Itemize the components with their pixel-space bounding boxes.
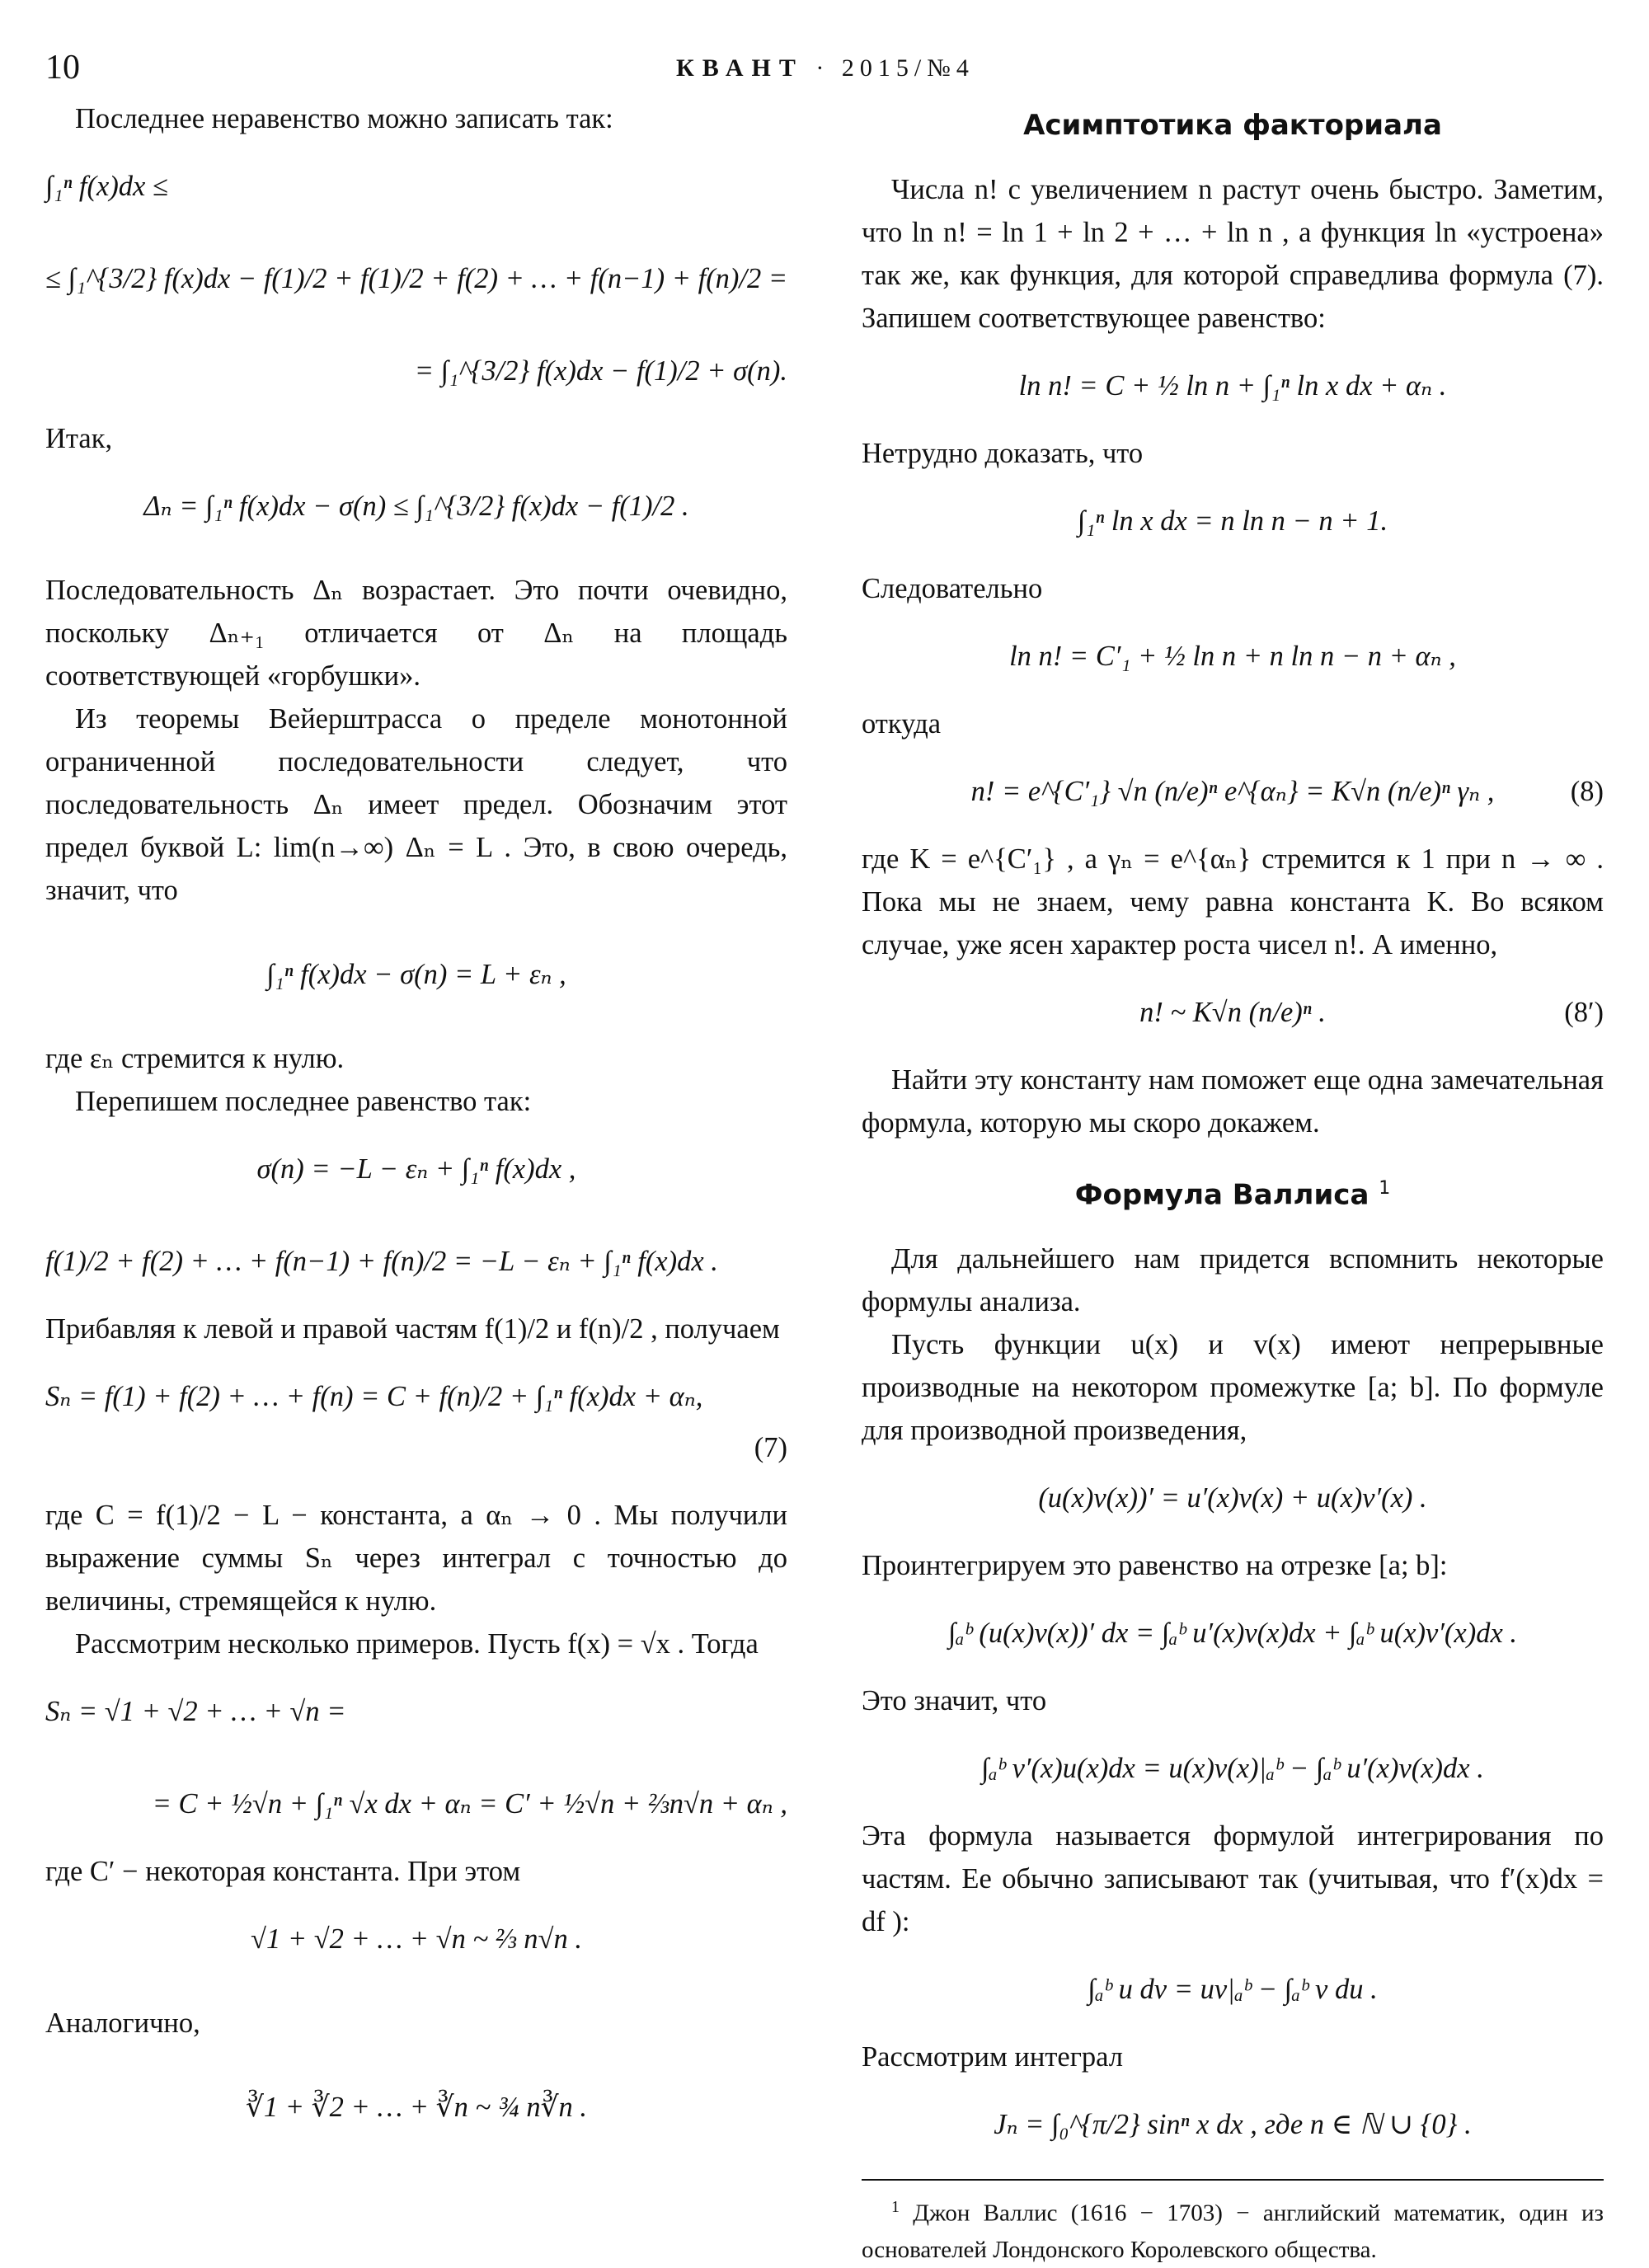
paragraph: Найти эту константу нам поможет еще одна замечательная формула, которую мы скоро докажем. — [862, 1064, 1604, 1139]
paragraph: Следовательно — [862, 573, 1043, 604]
paragraph: Пусть функции u(x) и v(x) имеют непрерывные производные на некотором промежутке [a; b]. По формуле для производной произведения, — [862, 1329, 1604, 1447]
formula: ln n! = C + ½ ln n + ∫₁ⁿ ln x dx + αₙ . — [1018, 370, 1447, 401]
formula: σ(n) = −L − εₙ + ∫₁ⁿ f(x)dx , — [256, 1153, 576, 1185]
formula: Jₙ = ∫₀^{π/2} sinⁿ x dx , где n ∈ ℕ ∪ {0} . — [994, 2109, 1472, 2141]
paragraph: Проинтегрируем это равенство на отрезке [a; b]: — [862, 1550, 1448, 1582]
formula: ∫ₐᵇ u dv = uv|ₐᵇ − ∫ₐᵇ v du . — [1088, 1974, 1378, 2006]
paragraph: Из теоремы Вейерштрасса о пределе монотонной ограниченной последовательности следует, что последовательность Δₙ имеет предел. Обозначим этот предел буквой L: lim(n→∞) Δₙ = L . Это, в свою очередь, значит, что — [45, 703, 787, 906]
issue-number: · 2015/№4 — [815, 54, 975, 82]
heading-text: Формула Валлиса — [1074, 1178, 1369, 1212]
formula: Δₙ = ∫₁ⁿ f(x)dx − σ(n) ≤ ∫₁^{3/2} f(x)dx − f(1)/2 . — [143, 491, 689, 522]
paragraph: Нетрудно доказать, что — [862, 438, 1144, 469]
formula: = ∫₁^{3/2} f(x)dx − f(1)/2 + σ(n). — [414, 355, 787, 387]
formula: √1 + √2 + … + √n ~ ⅔ n√n . — [251, 1923, 582, 1955]
footnote-mark: 1 — [891, 2198, 900, 2217]
paragraph: Итак, — [45, 423, 113, 454]
formula: ∫₁ⁿ f(x)dx ≤ — [45, 171, 168, 202]
formula: ∫₁ⁿ ln x dx = n ln n − n + 1. — [1077, 505, 1388, 537]
section-heading: Асимптотика факториала — [1023, 109, 1442, 142]
paragraph: Рассмотрим несколько примеров. Пусть f(x) = √x . Тогда — [75, 1628, 759, 1660]
paragraph: Перепишем последнее равенство так: — [75, 1086, 532, 1117]
footnote-ref: 1 — [1379, 1178, 1391, 1199]
paragraph: Прибавляя к левой и правой частям f(1)/2 и f(n)/2 , получаем — [45, 1313, 780, 1345]
equation-number: (7) — [754, 1432, 787, 1463]
formula: f(1)/2 + f(2) + … + f(n−1) + f(n)/2 = −L − εₙ + ∫₁ⁿ f(x)dx . — [45, 1246, 718, 1277]
right-column — [862, 97, 1604, 2268]
paragraph: Аналогично, — [45, 2007, 200, 2039]
footnote-divider — [862, 2179, 1604, 2181]
journal-title: КВАНТ — [676, 54, 804, 82]
page-number: 10 — [45, 49, 80, 87]
formula-body: n! = e^{C′₁} √n (n/e)ⁿ e^{αₙ} = K√n (n/e)ⁿ γₙ , — [970, 776, 1495, 807]
formula: Sₙ = √1 + √2 + … + √n = — [45, 1696, 346, 1727]
paragraph: где εₙ стремится к нулю. — [45, 1043, 345, 1074]
paragraph: Последнее неравенство можно записать так: — [75, 103, 613, 134]
footnote-text: Джон Валлис (1616 − 1703) − английский математик, один из основателей Лондонского Королевского общества. — [862, 2200, 1604, 2263]
formula — [862, 770, 1604, 813]
paragraph: Рассмотрим интеграл — [862, 2041, 1123, 2073]
paragraph: Числа n! с увеличением n растут очень быстро. Заметим, что ln n! = ln 1 + ln 2 + … + ln n , а функция ln «устроена» так же, как функция, для которой справедлива формула (7). Запишем соответствующее равенство: — [862, 174, 1604, 334]
paragraph: Последовательность Δₙ возрастает. Это почти очевидно, поскольку Δₙ₊₁ отличается от Δₙ на площадь соответствующей «горбушки». — [45, 575, 787, 692]
footnote — [862, 2189, 1604, 2268]
paragraph: Эта формула называется формулой интегрирования по частям. Ее обычно записывают так (учитывая, что f′(x)dx = df ): — [862, 1820, 1604, 1938]
paragraph: где C = f(1)/2 − L − константа, а αₙ → 0 . Мы получили выражение суммы Sₙ через интеграл с точностью до величины, стремящейся к нулю. — [45, 1500, 787, 1617]
left-column — [45, 97, 787, 2137]
formula: ∫₁ⁿ f(x)dx − σ(n) = L + εₙ , — [266, 959, 566, 990]
equation-number: (8′) — [1564, 997, 1604, 1028]
formula: = C + ½√n + ∫₁ⁿ √x dx + αₙ = C′ + ½√n + ⅔n√n + αₙ , — [152, 1788, 787, 1820]
formula: ∫ₐᵇ (u(x)v(x))′ dx = ∫ₐᵇ u′(x)v(x)dx + ∫ₐᵇ u(x)v′(x)dx . — [947, 1618, 1518, 1650]
equation-number: (8) — [1570, 776, 1604, 807]
running-head — [676, 54, 975, 82]
section-heading — [862, 1167, 1604, 1216]
formula: (u(x)v(x))′ = u′(x)v(x) + u(x)v′(x) . — [1038, 1482, 1427, 1514]
paragraph: откуда — [862, 708, 942, 740]
paragraph: Это значит, что — [862, 1685, 1047, 1717]
paragraph: где K = e^{C′₁} , а γₙ = e^{αₙ} стремится к 1 при n → ∞ . Пока мы не знаем, чему равна константа K. Во всяком случае, уже ясен характер роста чисел n!. А именно, — [862, 843, 1604, 960]
paragraph: Для дальнейшего нам придется вспомнить некоторые формулы анализа. — [862, 1243, 1604, 1318]
formula: ≤ ∫₁^{3/2} f(x)dx − f(1)/2 + f(1)/2 + f(2) + … + f(n−1) + f(n)/2 = — [45, 263, 788, 294]
formula: ∛1 + ∛2 + … + ∛n ~ ¾ n∛n . — [245, 2092, 588, 2123]
formula: Sₙ = f(1) + f(2) + … + f(n) = C + f(n)/2 + ∫₁ⁿ f(x)dx + αₙ, — [45, 1381, 703, 1412]
formula: ∫ₐᵇ v′(x)u(x)dx = u(x)v(x)|ₐᵇ − ∫ₐᵇ u′(x)v(x)dx . — [981, 1753, 1484, 1785]
formula: ln n! = C′₁ + ½ ln n + n ln n − n + αₙ , — [1009, 641, 1456, 672]
formula — [862, 991, 1604, 1034]
formula-body: n! ~ K√n (n/e)ⁿ . — [1139, 997, 1326, 1028]
paragraph: где C′ − некоторая константа. При этом — [45, 1856, 521, 1887]
